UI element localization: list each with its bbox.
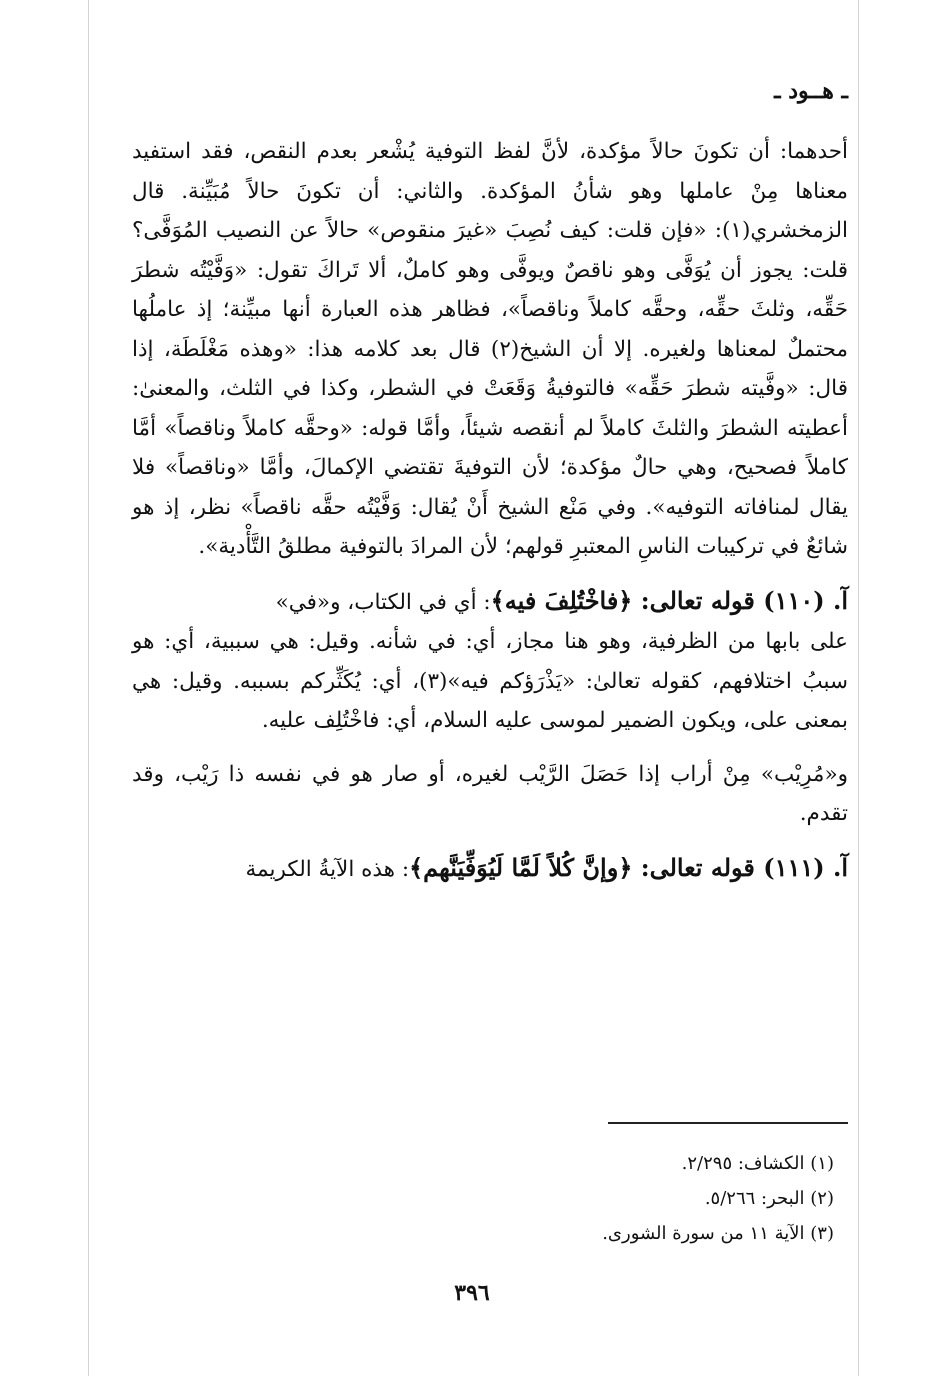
header-title: ـ هــود ـ: [774, 78, 848, 104]
running-header: [0, 78, 944, 104]
paragraph-2: على بابها من الظرفية، وهو هنا مجاز، أي: في شأنه. وقيل: هي سببية، أي: هو سببُ اختلافهم، كقوله تعالىٰ: «يَذْرَؤكم فيه»(٣)، أي: يُكَثِّركم بسببه. وقيل: هي بمعنى على، ويكون الضمير لموسى عليه السلام، أي: فاخْتُلِف عليه.: [132, 629, 848, 733]
footnote-3: (٣) الآية ١١ من سورة الشورى.: [602, 1223, 834, 1244]
footnotes: [234, 1146, 834, 1251]
scan-artifact-line-right: [858, 0, 859, 1376]
main-text: [132, 132, 848, 889]
paragraph-1: أحدهما: أن تكونَ حالاً مؤكدة، لأنَّ لفظ التوفية يُشْعر بعدم النقص، فقد استفيد معناها مِنْ عاملها وهو شأنُ المؤكدة. والثاني: أن تكونَ حالاً مُبَيِّنة. قال الزمخشري(١): «فإن قلت: كيف نُصِبَ «غيرَ منقوص» حالاً عن النصيب المُوَفَّى؟ قلت: يجوز أن يُوَفَّى وهو ناقصٌ ويوفَّى وهو كاملٌ، ألا تَراكَ تقول: «وَفَّيْتُه شطرَ حَقِّه، وثلثَ حقِّه، وحقَّه كاملاً وناقصاً»، فظاهر هذه العبارة أنها مبيِّنة؛ إذ عاملُها محتملٌ لمعناها ولغيره. إلا أن الشيخ(٢) قال بعد كلامه هذا: «وهذه مَغْلَطَة، إذا قال: «وفَّيته شطرَ حَقِّه» فالتوفيةُ وَقَعَتْ في الشطر، وكذا في الثلث، والمعنىٰ: أعطيته الشطرَ والثلثَ كاملاً لم أنقصه شيئاً، وأمَّا قوله: «وحقَّه كاملاً وناقصاً» أمَّا كاملاً فصحيح، وهي حالٌ مؤكدة؛ لأن التوفيةَ تقتضي الإكمالَ، وأمَّا «وناقصاً» فلا يقال لمنافاته التوفيه». وفي مَنْع الشيخ أَنْ يُقال: وَفَّيْتُه حقَّه ناقصاً» نظر، إذ هو شائعٌ في تركيبات الناسِ المعتبرِ قولهم؛ لأن المرادَ بالتوفية مطلقُ التَّأْدية».: [132, 139, 848, 559]
verse-110-rest: : أي في الكتاب، و«في»: [275, 589, 491, 615]
verse-111-rest: : هذه الآيةُ الكريمة: [245, 856, 410, 882]
verse-110-heading: آ. (١١٠) قوله تعالى: ﴿فاخْتُلِفَ فيه﴾: [490, 585, 848, 615]
paragraph-3: و«مُرِيْب» مِنْ أراب إذا حَصَلَ الرَّيْب لغيره، أو صار هو في نفسه ذا رَيْب، وقد تقدم.: [132, 761, 848, 826]
verse-111-line: [132, 848, 848, 890]
footnotes-separator: [608, 1122, 848, 1124]
verse-110-line: [132, 581, 848, 623]
scan-artifact-line-left: [88, 0, 89, 1376]
footnote-2: (٢) البحر: ٥/٢٦٦.: [704, 1188, 834, 1209]
verse-111-heading: آ. (١١١) قوله تعالى: ﴿وإنَّ كُلاً لَمَّا لَيُوَفِّيَنَّهم﴾: [409, 852, 848, 882]
page-number: ٣٩٦: [454, 1280, 490, 1306]
footnote-1: (١) الكشاف: ٢/٢٩٥.: [681, 1153, 834, 1174]
